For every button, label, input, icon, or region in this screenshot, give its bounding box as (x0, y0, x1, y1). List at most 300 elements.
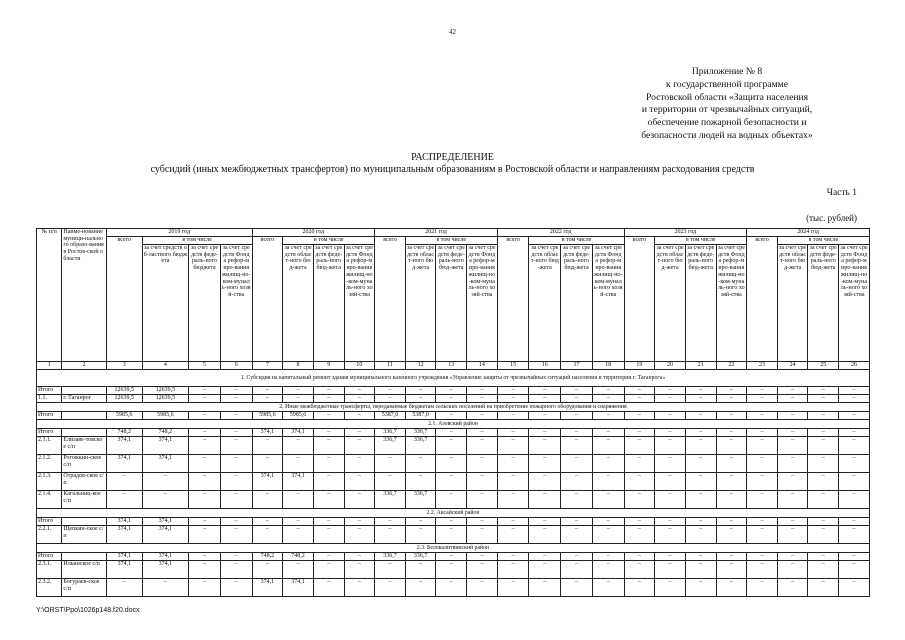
value-cell: – (344, 455, 375, 473)
value-cell: – (436, 526, 467, 544)
row-number-cell: Итого (37, 412, 62, 420)
value-cell: – (436, 473, 467, 491)
table-row (37, 455, 870, 473)
value-cell: – (747, 553, 778, 561)
value-cell: – (624, 553, 655, 561)
value-cell: – (655, 553, 686, 561)
value-cell: 748,2 (252, 553, 283, 561)
value-cell: – (716, 553, 747, 561)
value-cell: – (467, 437, 498, 455)
distribution-table (36, 228, 870, 597)
column-number-cell: 9 (313, 362, 344, 370)
value-cell: – (839, 518, 870, 526)
value-cell: – (283, 395, 314, 403)
value-cell: – (561, 412, 593, 420)
header-source-regional: за счет средств област-ного бюд-жета (655, 245, 686, 362)
section-row (37, 370, 870, 387)
value-cell: – (497, 395, 529, 403)
value-cell: – (375, 518, 406, 526)
value-cell: 12639,5 (106, 387, 142, 395)
value-cell: – (467, 491, 498, 509)
value-cell: – (375, 395, 406, 403)
value-cell: – (624, 437, 655, 455)
column-number-cell: 22 (716, 362, 747, 370)
part-label: Часть 1 (826, 188, 857, 198)
value-cell: – (777, 387, 808, 395)
value-cell: – (777, 491, 808, 509)
value-cell: – (655, 473, 686, 491)
row-number-cell: 2.1.2. (37, 455, 62, 473)
value-cell: 5985,6 (142, 412, 189, 420)
value-cell: – (220, 387, 252, 395)
appendix-line: и территории от чрезвычайных ситуаций, (641, 104, 813, 116)
value-cell: – (497, 518, 529, 526)
value-cell: – (529, 579, 561, 597)
value-cell: – (561, 387, 593, 395)
table-row (37, 553, 870, 561)
value-cell: – (624, 473, 655, 491)
section-2-title: 2. Иные межбюджетные трансферты, передаваемые бюджетам сельских поселений на приобретение пожарного оборудования и снаряжения (37, 403, 870, 412)
header-row-sources (37, 245, 870, 362)
value-cell: – (497, 491, 529, 509)
value-cell: – (142, 491, 189, 509)
value-cell: – (436, 553, 467, 561)
value-cell: – (283, 455, 314, 473)
value-cell: – (529, 561, 561, 579)
value-cell: 374,1 (252, 473, 283, 491)
subsection-2-2-title: 2.2. Аксайский район (37, 509, 870, 518)
value-cell: – (344, 518, 375, 526)
value-cell: – (624, 518, 655, 526)
value-cell: – (497, 473, 529, 491)
value-cell: – (252, 518, 283, 526)
header-source-regional: за счет средств област-ного бюд-жета (529, 245, 561, 362)
value-cell: – (405, 387, 436, 395)
value-cell: – (685, 387, 716, 395)
value-cell: – (375, 473, 406, 491)
value-cell: – (220, 561, 252, 579)
title-heading: РАСПРЕДЕЛЕНИЕ (411, 152, 494, 163)
value-cell: 374,1 (252, 429, 283, 437)
municipality-name-cell (62, 518, 106, 526)
table-row (37, 561, 870, 579)
file-path: Y:\ORST\Ppo\1026p148.f20.docx (36, 607, 140, 614)
header-source-fund: за счет средств Фонда рефор-миро-вания жилищ-но-ком-муналь-ного хозяй-ства (467, 245, 498, 362)
value-cell: – (189, 455, 221, 473)
header-source-fund: за счет средств Фонда рефор-миро-вания жилищ-но-ком-муналь-ного хозяй-ства (344, 245, 375, 362)
value-cell: – (529, 553, 561, 561)
value-cell: – (375, 526, 406, 544)
value-cell: – (220, 429, 252, 437)
value-cell: – (624, 387, 655, 395)
value-cell: – (375, 579, 406, 597)
value-cell: – (839, 437, 870, 455)
value-cell: 374,1 (106, 455, 142, 473)
value-cell: – (529, 429, 561, 437)
value-cell: – (747, 387, 778, 395)
row-number-cell: 2.1.3. (37, 473, 62, 491)
value-cell: – (777, 395, 808, 403)
value-cell: – (747, 579, 778, 597)
value-cell: – (220, 526, 252, 544)
value-cell: – (252, 491, 283, 509)
header-year-2024: 2024 год (747, 229, 870, 237)
column-number-cell: 2 (62, 362, 106, 370)
value-cell: – (655, 518, 686, 526)
table-row (37, 518, 870, 526)
value-cell: 374,1 (142, 437, 189, 455)
page-number: 42 (449, 28, 456, 36)
value-cell: 336,7 (405, 437, 436, 455)
column-number-cell: 18 (592, 362, 624, 370)
value-cell: – (592, 518, 624, 526)
row-number-cell: 2.1.1. (37, 437, 62, 455)
value-cell: – (655, 455, 686, 473)
value-cell: – (624, 412, 655, 420)
value-cell: – (561, 579, 593, 597)
appendix-line: к государственной программе (666, 78, 788, 90)
value-cell: – (189, 473, 221, 491)
value-cell: 5985,6 (283, 412, 314, 420)
value-cell: – (592, 437, 624, 455)
municipality-name-cell: Отрадов-ское с/п (62, 473, 106, 491)
value-cell: – (685, 561, 716, 579)
value-cell: – (592, 561, 624, 579)
value-cell: – (189, 395, 221, 403)
value-cell: – (220, 473, 252, 491)
value-cell: – (592, 473, 624, 491)
table-row (37, 395, 870, 403)
value-cell: 336,7 (375, 553, 406, 561)
column-number-cell: 19 (624, 362, 655, 370)
value-cell: 5985,6 (252, 412, 283, 420)
row-number-cell: Итого (37, 387, 62, 395)
value-cell: – (777, 429, 808, 437)
column-number-cell: 8 (283, 362, 314, 370)
value-cell: – (655, 561, 686, 579)
header-source-regional: за счет средств об-ластного бюджета (142, 245, 189, 362)
value-cell: 374,1 (142, 518, 189, 526)
table-row (37, 437, 870, 455)
value-cell: – (344, 491, 375, 509)
value-cell: – (655, 395, 686, 403)
value-cell: – (655, 387, 686, 395)
value-cell: – (252, 455, 283, 473)
value-cell: – (716, 412, 747, 420)
value-cell: – (220, 553, 252, 561)
value-cell: – (716, 437, 747, 455)
column-number-cell: 26 (839, 362, 870, 370)
value-cell: – (624, 491, 655, 509)
header-source-fund: за счет средств Фонда рефор-миро-вания жилищ-но-ком-муналь-ного хозяй-ства (220, 245, 252, 362)
appendix-line: Ростовской области «Защита населения (645, 91, 809, 103)
value-cell: – (716, 473, 747, 491)
value-cell: – (436, 387, 467, 395)
column-number-cell: 25 (808, 362, 839, 370)
table-row (37, 412, 870, 420)
value-cell: – (592, 387, 624, 395)
column-number-cell: 17 (561, 362, 593, 370)
header-source-federal: за счет средств феде-раль-ного бюд-жета (436, 245, 467, 362)
value-cell: 336,7 (405, 429, 436, 437)
value-cell: 374,1 (106, 553, 142, 561)
value-cell: – (685, 491, 716, 509)
value-cell: – (808, 429, 839, 437)
value-cell: 374,1 (283, 579, 314, 597)
row-number-cell: 2.1.4. (37, 491, 62, 509)
subsection-row (37, 420, 870, 429)
value-cell: – (344, 412, 375, 420)
value-cell: – (344, 395, 375, 403)
value-cell: 374,1 (106, 526, 142, 544)
value-cell: – (283, 561, 314, 579)
value-cell: 374,1 (252, 579, 283, 597)
value-cell: – (808, 579, 839, 597)
value-cell: – (655, 437, 686, 455)
value-cell: 12639,5 (106, 395, 142, 403)
value-cell: – (313, 561, 344, 579)
column-number-cell: 3 (106, 362, 142, 370)
value-cell: 374,1 (142, 526, 189, 544)
value-cell: – (344, 437, 375, 455)
value-cell: – (747, 561, 778, 579)
section-1-title: 1. Субсидия на капитальный ремонт здания муниципального казенного учреждения «Управление защиты от чрезвычайных ситуаций населения и территории г. Таганрога» (37, 370, 870, 387)
value-cell: – (685, 579, 716, 597)
value-cell: 5985,6 (106, 412, 142, 420)
value-cell: 374,1 (106, 518, 142, 526)
value-cell: – (808, 387, 839, 395)
header-total: всего (252, 237, 283, 362)
value-cell: – (747, 429, 778, 437)
value-cell: – (313, 412, 344, 420)
value-cell: – (561, 395, 593, 403)
value-cell: 12639,5 (142, 387, 189, 395)
value-cell: – (467, 526, 498, 544)
appendix-header (597, 66, 857, 143)
value-cell: – (436, 561, 467, 579)
value-cell: – (436, 455, 467, 473)
value-cell: – (283, 526, 314, 544)
value-cell: 12639,5 (142, 395, 189, 403)
value-cell: – (839, 579, 870, 597)
value-cell: – (777, 412, 808, 420)
value-cell: – (839, 553, 870, 561)
value-cell: – (685, 473, 716, 491)
column-number-cell: 7 (252, 362, 283, 370)
value-cell: – (529, 526, 561, 544)
subsection-row (37, 509, 870, 518)
value-cell: – (497, 455, 529, 473)
municipality-name-cell (62, 412, 106, 420)
row-number-cell: Итого (37, 553, 62, 561)
header-year-2021: 2021 год (375, 229, 498, 237)
value-cell: – (561, 518, 593, 526)
value-cell: – (529, 437, 561, 455)
value-cell: – (716, 526, 747, 544)
value-cell: – (220, 518, 252, 526)
value-cell: 374,1 (106, 437, 142, 455)
value-cell: – (467, 561, 498, 579)
column-number-cell: 14 (467, 362, 498, 370)
column-number-cell: 16 (529, 362, 561, 370)
value-cell: – (747, 395, 778, 403)
table-row (37, 387, 870, 395)
value-cell: – (561, 473, 593, 491)
value-cell: – (189, 526, 221, 544)
value-cell: – (283, 437, 314, 455)
value-cell: – (592, 395, 624, 403)
value-cell: – (252, 561, 283, 579)
value-cell: – (561, 429, 593, 437)
value-cell: – (467, 395, 498, 403)
column-number-cell: 23 (747, 362, 778, 370)
value-cell: – (497, 429, 529, 437)
value-cell: – (497, 437, 529, 455)
value-cell: – (592, 429, 624, 437)
appendix-line: обеспечение пожарной безопасности и (647, 117, 807, 129)
value-cell: – (405, 518, 436, 526)
value-cell: – (777, 553, 808, 561)
value-cell: 336,7 (405, 553, 436, 561)
header-total: всего (106, 237, 142, 362)
value-cell: – (313, 473, 344, 491)
header-year-2019: 2019 год (106, 229, 252, 237)
value-cell: – (189, 429, 221, 437)
value-cell: – (529, 387, 561, 395)
municipality-name-cell (62, 429, 106, 437)
value-cell: – (716, 429, 747, 437)
value-cell: – (344, 429, 375, 437)
table-row (37, 491, 870, 509)
subsection-row (37, 544, 870, 553)
header-source-federal: за счет средств феде-раль-ного бюд-жета (685, 245, 716, 362)
value-cell: – (624, 395, 655, 403)
value-cell: – (685, 429, 716, 437)
value-cell: – (436, 395, 467, 403)
value-cell: – (624, 429, 655, 437)
value-cell: 374,1 (142, 455, 189, 473)
column-number-cell: 11 (375, 362, 406, 370)
header-source-fund: за счет средств Фонда рефор-миро-вания жилищ-но-ком-муналь-ного хозяй-ства (592, 245, 624, 362)
value-cell: – (529, 518, 561, 526)
value-cell: – (561, 561, 593, 579)
row-number-cell: Итого (37, 518, 62, 526)
value-cell: – (283, 387, 314, 395)
header-including: в том числе (655, 237, 747, 245)
value-cell: – (436, 429, 467, 437)
value-cell: – (685, 518, 716, 526)
header-num: № п/п (37, 229, 62, 362)
value-cell: – (220, 395, 252, 403)
value-cell: – (189, 437, 221, 455)
value-cell: – (808, 491, 839, 509)
value-cell: – (313, 491, 344, 509)
value-cell: – (344, 473, 375, 491)
value-cell: 336,7 (375, 491, 406, 509)
value-cell: – (685, 553, 716, 561)
value-cell: – (220, 455, 252, 473)
column-number-cell: 12 (405, 362, 436, 370)
column-number-cell: 5 (189, 362, 221, 370)
value-cell: – (592, 412, 624, 420)
document-title (0, 152, 905, 176)
header-year-2020: 2020 год (252, 229, 375, 237)
value-cell: – (592, 491, 624, 509)
value-cell: – (561, 491, 593, 509)
value-cell: – (747, 491, 778, 509)
value-cell: – (467, 473, 498, 491)
value-cell: – (808, 412, 839, 420)
value-cell: – (467, 553, 498, 561)
value-cell: – (624, 561, 655, 579)
row-number-cell: 2.2.1. (37, 526, 62, 544)
value-cell: – (808, 553, 839, 561)
header-source-fund: за счет средств Фонда рефор-миро-вания жилищ-но-ком-муналь-ного хозяй-ства (839, 245, 870, 362)
value-cell: – (808, 526, 839, 544)
value-cell: – (808, 561, 839, 579)
municipality-name-cell: Елизаве-товское с/п (62, 437, 106, 455)
value-cell: – (497, 553, 529, 561)
value-cell: – (777, 561, 808, 579)
value-cell: – (189, 491, 221, 509)
value-cell: – (405, 526, 436, 544)
value-cell: – (405, 473, 436, 491)
header-source-federal: за счет средств феде-раль-ного бюд-жета (561, 245, 593, 362)
value-cell: – (189, 387, 221, 395)
header-year-2022: 2022 год (497, 229, 624, 237)
value-cell: – (375, 455, 406, 473)
value-cell: – (313, 387, 344, 395)
value-cell: – (344, 561, 375, 579)
value-cell: – (313, 553, 344, 561)
value-cell: – (142, 579, 189, 597)
header-including: в том числе (405, 237, 497, 245)
value-cell: – (839, 473, 870, 491)
value-cell: – (808, 395, 839, 403)
value-cell: – (467, 387, 498, 395)
value-cell: – (808, 437, 839, 455)
value-cell: – (777, 579, 808, 597)
row-number-cell: 1.1. (37, 395, 62, 403)
value-cell: 336,7 (375, 437, 406, 455)
value-cell: – (592, 553, 624, 561)
municipality-name-cell: Богураев-ское с/п (62, 579, 106, 597)
municipality-name-cell: Кагальниц-кое с/п (62, 491, 106, 509)
value-cell: 748,2 (106, 429, 142, 437)
value-cell: – (777, 437, 808, 455)
value-cell: – (106, 491, 142, 509)
column-number-cell: 24 (777, 362, 808, 370)
value-cell: – (655, 412, 686, 420)
table-row (37, 473, 870, 491)
value-cell: – (777, 473, 808, 491)
value-cell: 374,1 (142, 561, 189, 579)
section-row (37, 403, 870, 412)
value-cell: 5387,0 (375, 412, 406, 420)
value-cell: – (777, 526, 808, 544)
value-cell: – (313, 395, 344, 403)
value-cell: – (529, 395, 561, 403)
row-number-cell: 2.3.2. (37, 579, 62, 597)
column-number-cell: 13 (436, 362, 467, 370)
column-number-row (37, 362, 870, 370)
value-cell: – (655, 429, 686, 437)
value-cell: – (220, 579, 252, 597)
value-cell: – (313, 579, 344, 597)
value-cell: – (467, 412, 498, 420)
value-cell: – (344, 526, 375, 544)
header-including: в том числе (777, 237, 869, 245)
